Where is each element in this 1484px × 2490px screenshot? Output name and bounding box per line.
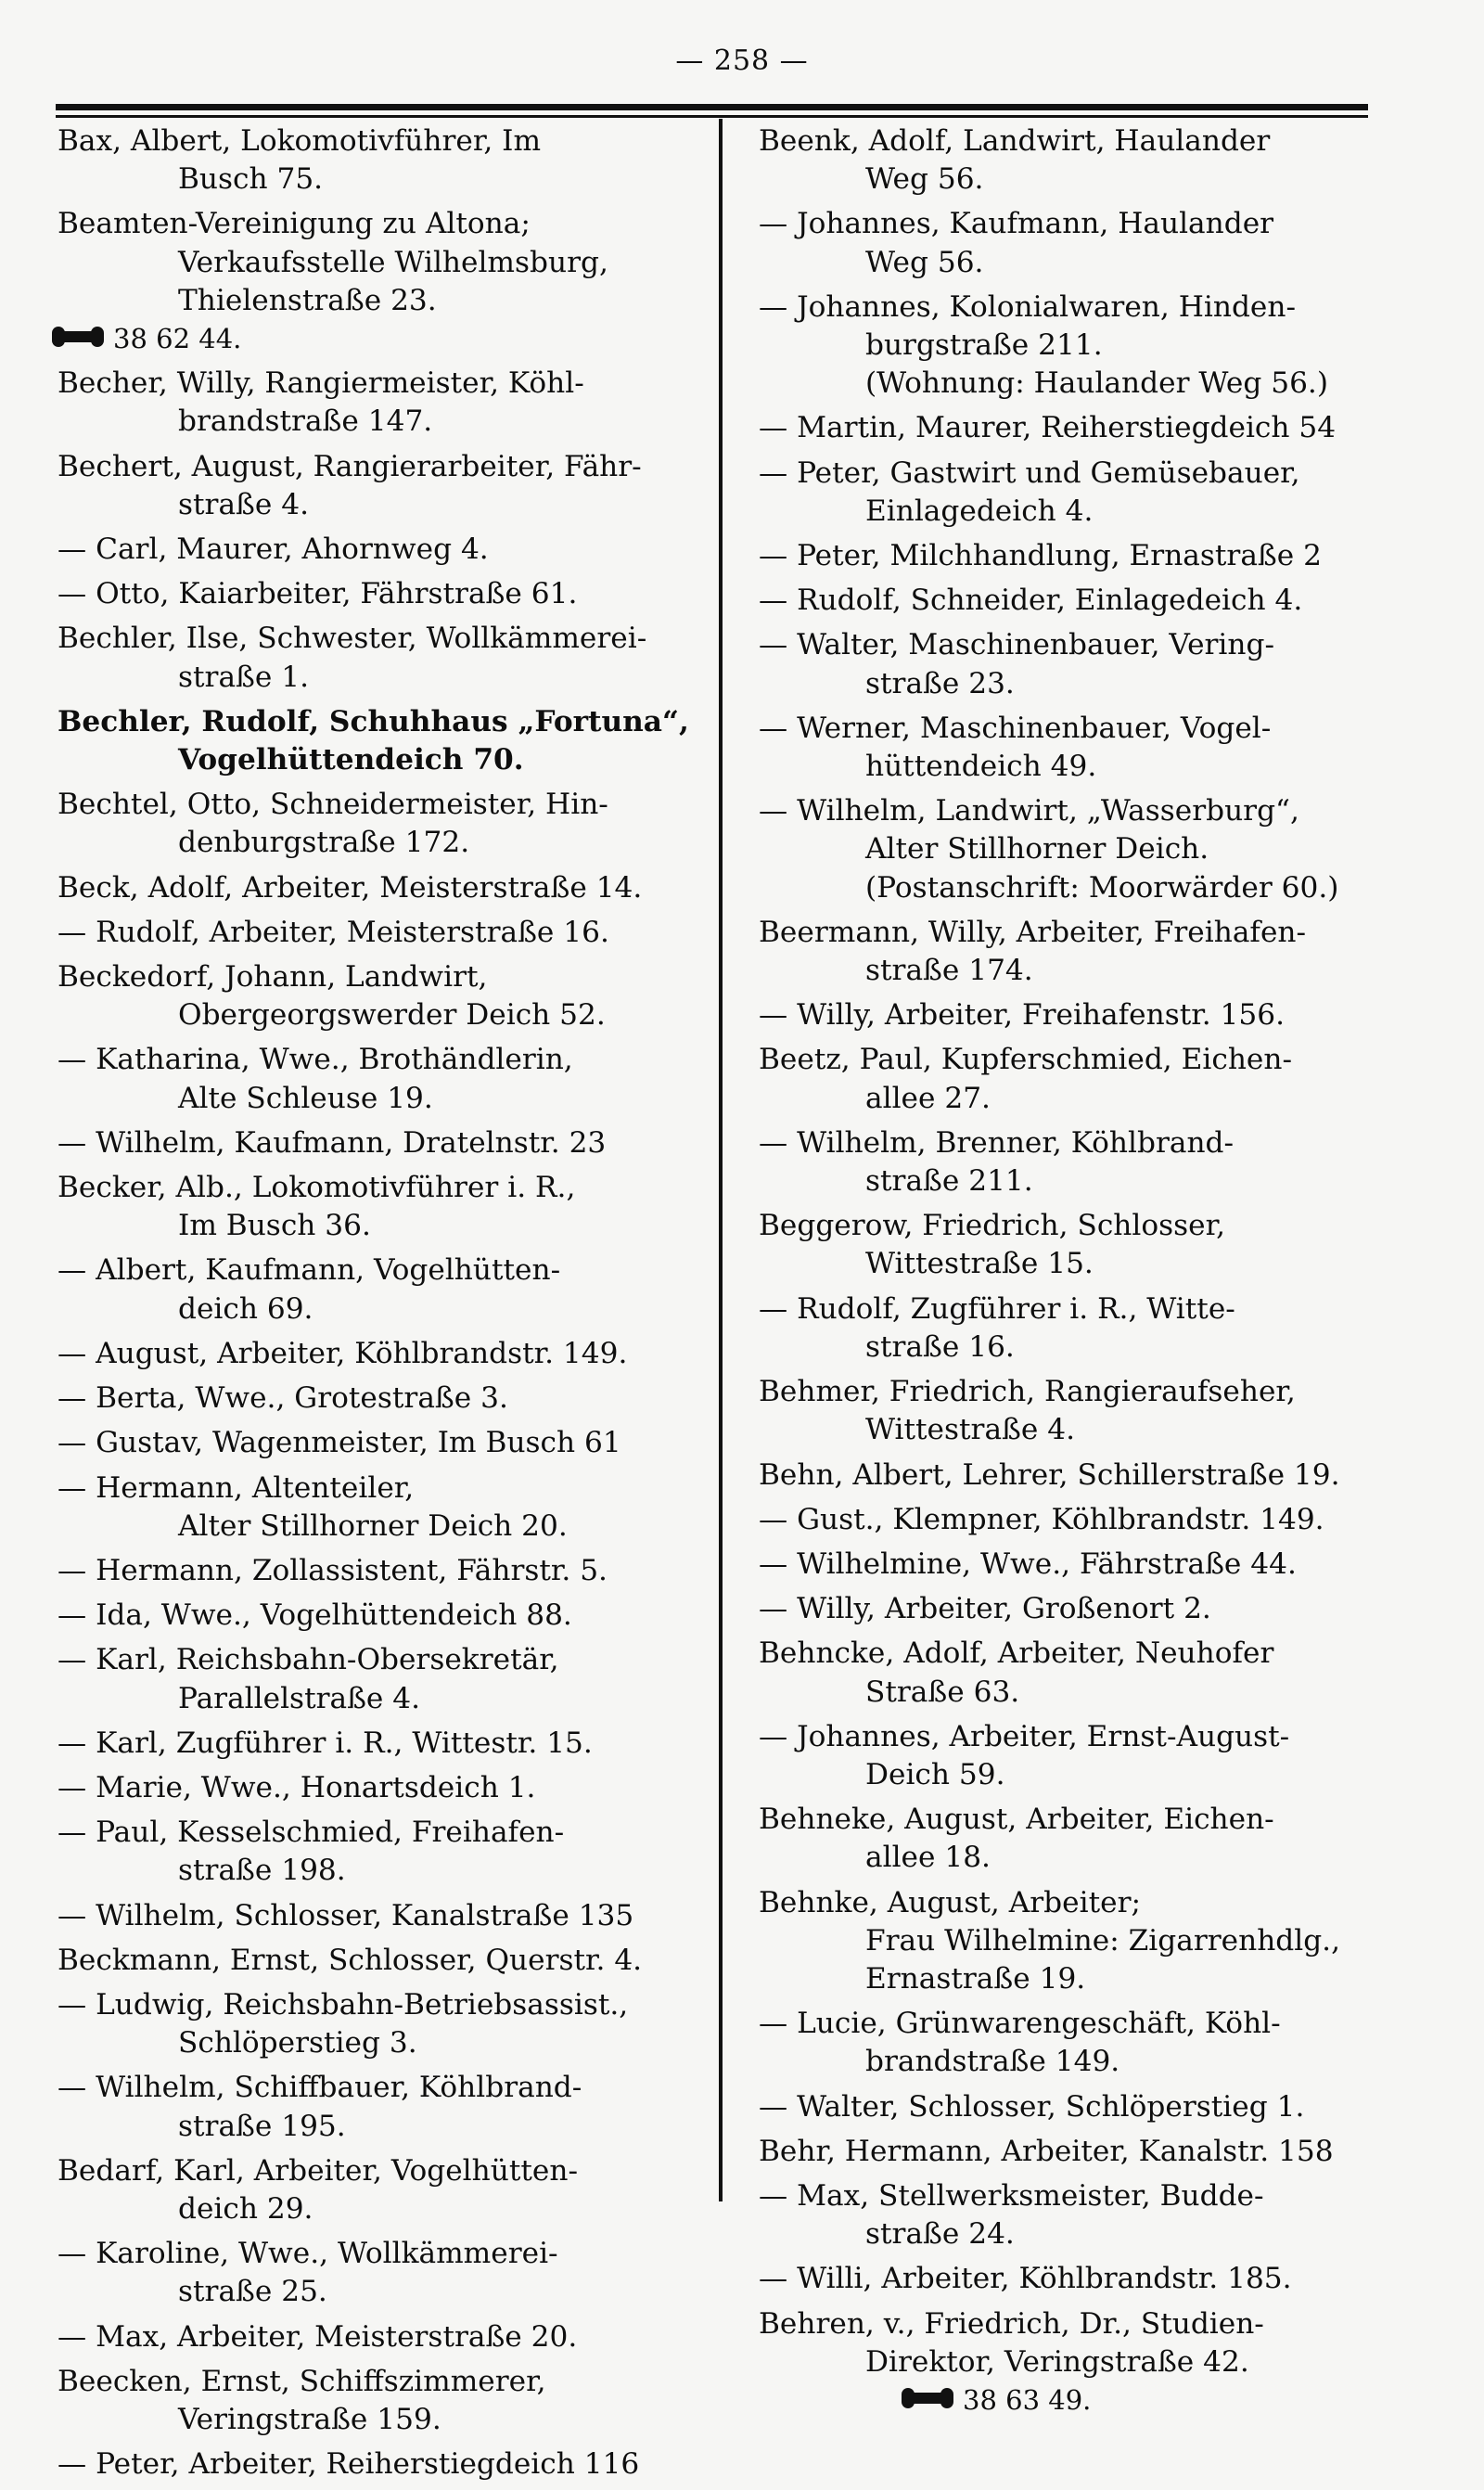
directory-entry <box>58 869 707 907</box>
directory-entry <box>58 1725 707 1763</box>
directory-entry <box>58 2445 707 2484</box>
entry-line: (Postanschrift: Moorwärder 60.) <box>865 870 1339 905</box>
entry-line: Behren, v., Friedrich, Dr., Studien- <box>759 2306 1264 2341</box>
directory-entry <box>759 2005 1440 2081</box>
directory-entry <box>58 531 707 569</box>
entry-line: — Peter, Milchhandlung, Ernastraße 2 <box>759 539 1322 573</box>
phone-number-text: 38 63 49. <box>963 2383 1092 2416</box>
entry-line: straße 174. <box>865 954 1033 988</box>
entry-line: Obergeorgswerder Deich 52. <box>178 998 606 1033</box>
directory-entry <box>58 2069 707 2145</box>
entry-line: — Walter, Maschinenbauer, Vering- <box>759 628 1274 662</box>
entry-line: — Karl, Reichsbahn-Obersekretär, <box>58 1643 559 1677</box>
entry-line: brandstraße 147. <box>178 404 433 439</box>
entry-line: — Ludwig, Reichsbahn-Betriebsassist., <box>58 1987 629 2022</box>
entry-line: Beenk, Adolf, Landwirt, Haulander <box>759 124 1271 158</box>
entry-line: — Johannes, Arbeiter, Ernst-August- <box>759 1719 1290 1753</box>
right-column <box>759 122 1440 2426</box>
directory-entry <box>759 626 1440 702</box>
entry-line: Thielenstraße 23. <box>178 283 437 317</box>
directory-entry <box>759 1501 1440 1539</box>
entry-line: Im Busch 36. <box>178 1209 371 1243</box>
entry-line: Bechler, Ilse, Schwester, Wollkämmerei- <box>58 622 647 656</box>
entry-line: — Max, Stellwerksmeister, Budde- <box>759 2178 1264 2213</box>
entry-line: — Otto, Kaiarbeiter, Fährstraße 61. <box>58 577 578 611</box>
entry-line: — Paul, Kesselschmied, Freihafen- <box>58 1816 565 1850</box>
directory-entry <box>759 1884 1440 1999</box>
entry-line: Becher, Willy, Rangiermeister, Köhl- <box>58 366 584 401</box>
directory-entry <box>58 1597 707 1635</box>
directory-entry <box>58 1169 707 1245</box>
directory-entry <box>58 2318 707 2356</box>
directory-entry <box>58 1424 707 1462</box>
entry-line: — Wilhelm, Landwirt, „Wasserburg“, <box>759 794 1299 828</box>
entry-line: hüttendeich 49. <box>865 750 1097 784</box>
directory-entry <box>759 205 1440 281</box>
entry-line: Behr, Hermann, Arbeiter, Kanalstr. 158 <box>759 2134 1334 2168</box>
entry-line: — Peter, Arbeiter, Reiherstiegdeich 116 <box>58 2447 640 2482</box>
entry-line: deich 29. <box>178 2191 313 2226</box>
entry-line: Beckedorf, Johann, Landwirt, <box>58 960 488 995</box>
directory-entry <box>58 2152 707 2228</box>
entry-line: denburgstraße 172. <box>178 826 470 860</box>
entry-line: — Wilhelm, Schiffbauer, Köhlbrand- <box>58 2071 582 2105</box>
entry-line: — Hermann, Zollassistent, Fährstr. 5. <box>58 1553 608 1587</box>
directory-entry <box>759 289 1440 404</box>
directory-entry <box>759 582 1440 620</box>
entry-line: Alte Schleuse 19. <box>178 1081 433 1115</box>
entry-line: straße 16. <box>865 1329 1015 1364</box>
directory-entry <box>759 710 1440 786</box>
directory-entry <box>759 1801 1440 1877</box>
entry-line: — Martin, Maurer, Reiherstiegdeich 54 <box>759 411 1337 445</box>
entry-line: — Willy, Arbeiter, Großenort 2. <box>759 1592 1211 1626</box>
directory-entry <box>759 2133 1440 2171</box>
directory-entry <box>759 996 1440 1034</box>
entry-line: — Albert, Kaufmann, Vogelhütten- <box>58 1253 561 1288</box>
directory-entry <box>759 1041 1440 1117</box>
entry-line: Deich 59. <box>865 1757 1005 1791</box>
directory-entry <box>58 1041 707 1117</box>
directory-entry <box>759 2305 1440 2420</box>
directory-entry <box>58 448 707 524</box>
directory-entry <box>58 1814 707 1890</box>
entry-line: straße 25. <box>178 2275 327 2309</box>
directory-entry <box>58 1251 707 1328</box>
entry-line: straße 198. <box>178 1854 346 1888</box>
directory-entry <box>759 792 1440 907</box>
directory-entry <box>58 2363 707 2439</box>
header-rule-thick <box>56 104 1368 110</box>
directory-entry <box>759 537 1440 575</box>
entry-line: Behn, Albert, Lehrer, Schillerstraße 19. <box>759 1457 1340 1492</box>
directory-entry <box>58 1986 707 2062</box>
column-divider <box>719 119 723 2201</box>
entry-line: Behmer, Friedrich, Rangieraufseher, <box>759 1375 1296 1409</box>
entry-line: — Walter, Schlosser, Schlöperstieg 1. <box>759 2089 1305 2124</box>
entry-line: — Werner, Maschinenbauer, Vogel- <box>759 711 1272 745</box>
entry-line: — Peter, Gastwirt und Gemüsebauer, <box>759 456 1300 490</box>
telephone-icon <box>58 331 98 342</box>
directory-entry <box>759 1373 1440 1449</box>
entry-line: straße 211. <box>865 1164 1033 1199</box>
entry-line: Verkaufsstelle Wilhelmsburg, <box>178 245 608 279</box>
entry-line: Behncke, Adolf, Arbeiter, Neuhofer <box>759 1636 1274 1671</box>
entry-line: — Willi, Arbeiter, Köhlbrandstr. 185. <box>759 2262 1292 2296</box>
entry-line: Busch 75. <box>178 162 324 197</box>
directory-entry <box>58 365 707 441</box>
directory-entry <box>58 703 707 779</box>
entry-line: — Berta, Wwe., Grotestraße 3. <box>58 1381 508 1416</box>
entry-line: — Johannes, Kolonialwaren, Hinden- <box>759 289 1297 324</box>
entry-line: Veringstraße 159. <box>178 2402 441 2436</box>
header-rule-thin <box>56 115 1368 118</box>
entry-line: Bechtel, Otto, Schneidermeister, Hin- <box>58 788 608 822</box>
entry-line: Frau Wilhelmine: Zigarrenhdlg., <box>865 1923 1341 1957</box>
telephone-icon <box>907 2393 948 2404</box>
entry-line: — Rudolf, Schneider, Einlagedeich 4. <box>759 584 1303 618</box>
entry-line: Bechert, August, Rangierarbeiter, Fähr- <box>58 449 642 483</box>
directory-entry <box>759 1457 1440 1495</box>
entry-line: — Wilhelmine, Wwe., Fährstraße 44. <box>759 1547 1297 1581</box>
entry-line: Schlöperstieg 3. <box>178 2026 417 2060</box>
entry-line: — Carl, Maurer, Ahornweg 4. <box>58 533 489 567</box>
entry-line: Direktor, Veringstraße 42. <box>865 2344 1249 2379</box>
entry-line: — Wilhelm, Kaufmann, Dratelnstr. 23 <box>58 1125 607 1160</box>
directory-entry <box>58 958 707 1034</box>
directory-entry <box>759 1635 1440 1711</box>
entry-line: — Wilhelm, Brenner, Köhlbrand- <box>759 1125 1235 1160</box>
entry-line: Alter Stillhorner Deich 20. <box>178 1508 568 1543</box>
phone-number <box>58 323 241 354</box>
entry-line: Beck, Adolf, Arbeiter, Meisterstraße 14. <box>58 870 643 905</box>
directory-entry <box>58 620 707 696</box>
entry-line: Beamten-Vereinigung zu Altona; <box>58 207 531 241</box>
entry-line: — Gust., Klempner, Köhlbrandstr. 149. <box>759 1502 1324 1536</box>
entry-line: Wittestraße 15. <box>865 1247 1094 1281</box>
phone-number-text: 38 62 44. <box>113 323 242 355</box>
entry-line: Beecken, Ernst, Schiffszimmerer, <box>58 2364 546 2398</box>
entry-line: (Wohnung: Haulander Weg 56.) <box>865 366 1328 401</box>
entry-line: Vogelhüttendeich 70. <box>178 743 524 777</box>
directory-entry <box>759 914 1440 990</box>
entry-line: Beckmann, Ernst, Schlosser, Querstr. 4. <box>58 1943 643 1977</box>
entry-line: — Wilhelm, Schlosser, Kanalstraße 135 <box>58 1898 634 1932</box>
entry-line: straße 195. <box>178 2109 346 2143</box>
directory-entry <box>759 1718 1440 1794</box>
directory-entry <box>759 122 1440 199</box>
entry-line: — Karl, Zugführer i. R., Wittestr. 15. <box>58 1726 593 1760</box>
entry-line: — Ida, Wwe., Vogelhüttendeich 88. <box>58 1598 572 1633</box>
entry-line: — Max, Arbeiter, Meisterstraße 20. <box>58 2319 578 2354</box>
entry-line: Weg 56. <box>865 162 984 197</box>
phone-number <box>759 2381 1440 2419</box>
directory-entry <box>759 1124 1440 1200</box>
entry-line: Ernastraße 19. <box>865 1961 1086 1996</box>
entry-line: Beggerow, Friedrich, Schlosser, <box>759 1209 1226 1243</box>
directory-entry <box>58 2235 707 2311</box>
entry-line: Weg 56. <box>865 245 984 279</box>
directory-entry <box>58 1769 707 1807</box>
entry-line: — August, Arbeiter, Köhlbrandstr. 149. <box>58 1336 628 1370</box>
entry-line: allee 27. <box>865 1081 991 1115</box>
directory-entry <box>58 914 707 952</box>
directory-entry <box>58 122 707 199</box>
entry-line: — Marie, Wwe., Honartsdeich 1. <box>58 1770 536 1804</box>
directory-entry <box>58 575 707 613</box>
entry-line: allee 18. <box>865 1841 991 1875</box>
entry-line: Beermann, Willy, Arbeiter, Freihafen- <box>759 915 1307 949</box>
entry-line: — Karoline, Wwe., Wollkämmerei- <box>58 2237 558 2271</box>
directory-entry <box>58 1124 707 1162</box>
entry-line: — Lucie, Grünwarengeschäft, Köhl- <box>759 2007 1281 2041</box>
entry-line: — Hermann, Altenteiler, <box>58 1470 415 1505</box>
entry-line: — Willy, Arbeiter, Freihafenstr. 156. <box>759 998 1285 1033</box>
entry-line: deich 69. <box>178 1291 313 1326</box>
directory-entry <box>759 455 1440 531</box>
entry-line: burgstraße 211. <box>865 328 1103 363</box>
entry-line: straße 23. <box>865 666 1015 700</box>
entry-line: brandstraße 149. <box>865 2045 1120 2079</box>
directory-entry <box>58 1641 707 1717</box>
directory-entry <box>58 1335 707 1373</box>
directory-entry <box>759 1546 1440 1584</box>
entry-line: straße 4. <box>178 487 309 521</box>
directory-entry <box>759 2088 1440 2126</box>
entry-line: straße 1. <box>178 660 309 694</box>
entry-line: — Gustav, Wagenmeister, Im Busch 61 <box>58 1426 621 1460</box>
directory-entry <box>759 1290 1440 1367</box>
entry-line: Wittestraße 4. <box>865 1413 1076 1447</box>
entry-line: — Johannes, Kaufmann, Haulander <box>759 207 1274 241</box>
entry-line: Behneke, August, Arbeiter, Eichen- <box>759 1803 1274 1837</box>
directory-entry <box>58 1470 707 1546</box>
directory-entry <box>58 1942 707 1980</box>
entry-line: — Rudolf, Arbeiter, Meisterstraße 16. <box>58 915 609 949</box>
entry-line: Bechler, Rudolf, Schuhhaus „Fortuna“, <box>58 704 689 738</box>
entry-line: Bedarf, Karl, Arbeiter, Vogelhütten- <box>58 2153 578 2188</box>
entry-line: Parallelstraße 4. <box>178 1681 421 1715</box>
entry-line: — Rudolf, Zugführer i. R., Witte- <box>759 1291 1235 1326</box>
left-column <box>58 122 707 2490</box>
directory-entry <box>759 2260 1440 2298</box>
directory-entry <box>58 1552 707 1590</box>
entry-line: Einlagedeich 4. <box>865 494 1094 528</box>
entry-line: Becker, Alb., Lokomotivführer i. R., <box>58 1171 576 1205</box>
directory-entry <box>58 1897 707 1935</box>
directory-entry <box>58 786 707 862</box>
directory-entry <box>759 409 1440 447</box>
directory-entry <box>58 1380 707 1418</box>
entry-line: Behnke, August, Arbeiter; <box>759 1885 1141 1919</box>
entry-line: Bax, Albert, Lokomotivführer, Im <box>58 124 542 158</box>
directory-entry <box>759 1590 1440 1628</box>
entry-line: straße 24. <box>865 2217 1015 2252</box>
directory-entry <box>759 2177 1440 2253</box>
directory-entry <box>759 1207 1440 1283</box>
page-number: — 258 — <box>675 45 809 77</box>
entry-line: Alter Stillhorner Deich. <box>865 832 1209 866</box>
entry-line: Beetz, Paul, Kupferschmied, Eichen- <box>759 1043 1292 1077</box>
directory-entry <box>58 205 707 358</box>
entry-line: Straße 63. <box>865 1675 1020 1709</box>
entry-line: — Katharina, Wwe., Brothändlerin, <box>58 1043 573 1077</box>
